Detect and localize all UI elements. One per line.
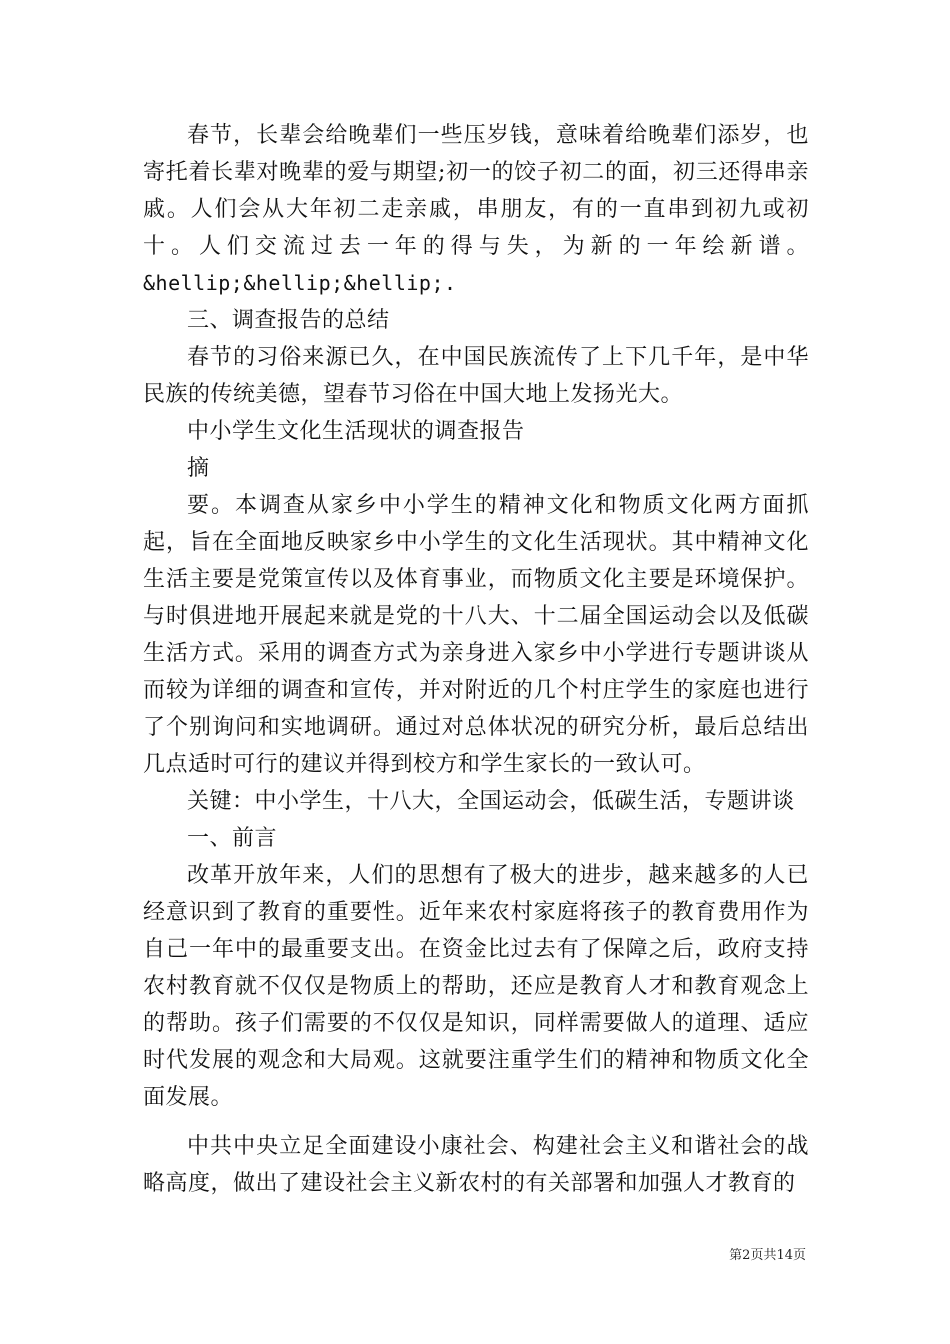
report-title: 中小学生文化生活现状的调查报告 (187, 419, 525, 444)
document-body (143, 117, 809, 1202)
paragraph-spring-festival: 春节，长辈会给晚辈们一些压岁钱，意味着给晚辈们添岁，也寄托着长辈对晚辈的爱与期望;初一的饺子初二的面，初三还得串亲戚。人们会从大年初二走亲戚，串朋友，有的一直串到初九或初十。人们交流过去一年的得与失，为新的一年绘新谱。 (143, 123, 809, 259)
abstract-label: 摘 (187, 456, 210, 481)
section-heading-summary: 三、调查报告的总结 (187, 308, 390, 333)
page-number: 第2页共14页 (729, 1248, 806, 1263)
paragraph-preface: 改革开放年来，人们的思想有了极大的进步，越来越多的人已经意识到了教育的重要性。近年来农村家庭将孩子的教育费用作为自己一年中的最重要支出。在资金比过去有了保障之后，政府支持农村教育就不仅仅是物质上的帮助，还应是教育人才和教育观念上的帮助。孩子们需要的不仅仅是知识，同样需要做人的道理、适应时代发展的观念和大局观。这就要注重学生们的精神和物质文化全面发展。 (143, 863, 809, 1110)
paragraph-ellipsis: &hellip;&hellip;&hellip;. (143, 271, 457, 295)
keywords-line: 关键：中小学生，十八大，全国运动会，低碳生活，专题讲谈 (187, 789, 795, 814)
section-heading-preface: 一、前言 (187, 826, 278, 851)
paragraph-abstract: 要。本调查从家乡中小学生的精神文化和物质文化两方面抓起，旨在全面地反映家乡中小学生的文化生活现状。其中精神文化生活主要是党策宣传以及体育事业，而物质文化主要是环境保护。与时俱进地开展起来就是党的十八大、十二届全国运动会以及低碳生活方式。采用的调查方式为亲身进入家乡中小学进行专题讲谈从而较为详细的调查和宣传，并对附近的几个村庄学生的家庭也进行了个别询问和实地调研。通过对总体状况的研究分析，最后总结出几点适时可行的建议并得到校方和学生家长的一致认可。 (143, 493, 809, 777)
paragraph-summary: 春节的习俗来源已久，在中国民族流传了上下几千年，是中华民族的传统美德，望春节习俗在中国大地上发扬光大。 (143, 345, 809, 407)
paragraph-policy: 中共中央立足全面建设小康社会、构建社会主义和谐社会的战略高度，做出了建设社会主义新农村的有关部署和加强人才教育的 (143, 1134, 809, 1196)
